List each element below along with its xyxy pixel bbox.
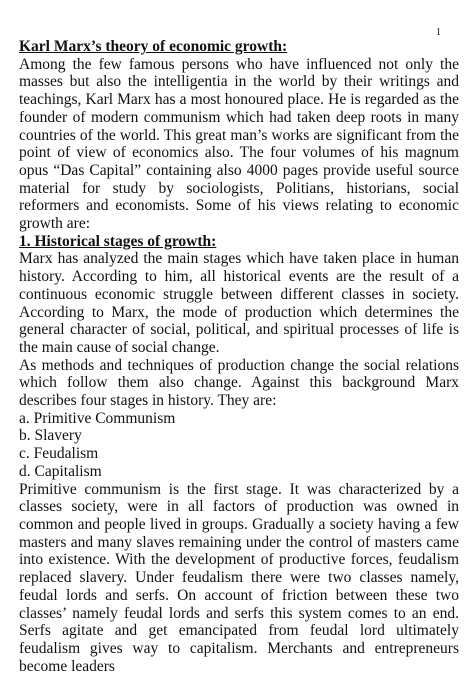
list-item: c. Feudalism bbox=[19, 445, 99, 463]
section-heading-historical-stages: 1. Historical stages of growth: bbox=[19, 232, 217, 250]
section-paragraph-2: As methods and techniques of production change the social relations which follow them also change. Against this background Marx describes four stages in history. They are: bbox=[19, 356, 459, 410]
document-page bbox=[19, 27, 459, 675]
list-item: a. Primitive Communism bbox=[19, 409, 176, 427]
section-paragraph-1: Marx has analyzed the main stages which have taken place in human history. According to him, all historical events are the result of a continuous economic struggle between different classes in society. According to Marx, the mode of production which determines the general character of social, political, and spiritual processes of life is the main cause of social change. bbox=[19, 250, 459, 356]
document-title: Karl Marx’s theory of economic growth: bbox=[19, 38, 288, 55]
page-number: 1 bbox=[436, 27, 441, 38]
intro-paragraph: Among the few famous persons who have influenced not only the masses but also the intelligentia in the world by their writings and teachings, Karl Marx has a most honoured place. He is regarded as the founder of modern communism which had taken deep roots in many countries of the world. This great man’s works are significant from the point of view of economics also. The four volumes of his magnum opus “Das Capital” containing also 4000 pages provide useful source material for study by sociologists, Politians, historians, social reformers and economists. Some of his views relating to economic growth are: bbox=[19, 55, 459, 233]
list-item: b. Slavery bbox=[19, 427, 82, 445]
section-paragraph-3: Primitive communism is the first stage. It was characterized by a classes society, were in all factors of production was owned in common and people lived in groups. Gradually a society having a few masters and many slaves remaining under the control of masters came into existence. With the development of productive forces, feudalism replaced slavery. Under feudalism there were two classes namely, feudal lords and serfs. On account of friction between these two classes’ namely feudal lords and serfs this system comes to an end. Serfs agitate and get emancipated from feudal lord ultimately feudalism gives way to capitalism. Merchants and entrepreneurs become leaders bbox=[19, 480, 459, 675]
stages-list bbox=[19, 410, 459, 481]
list-item: d. Capitalism bbox=[19, 462, 102, 480]
